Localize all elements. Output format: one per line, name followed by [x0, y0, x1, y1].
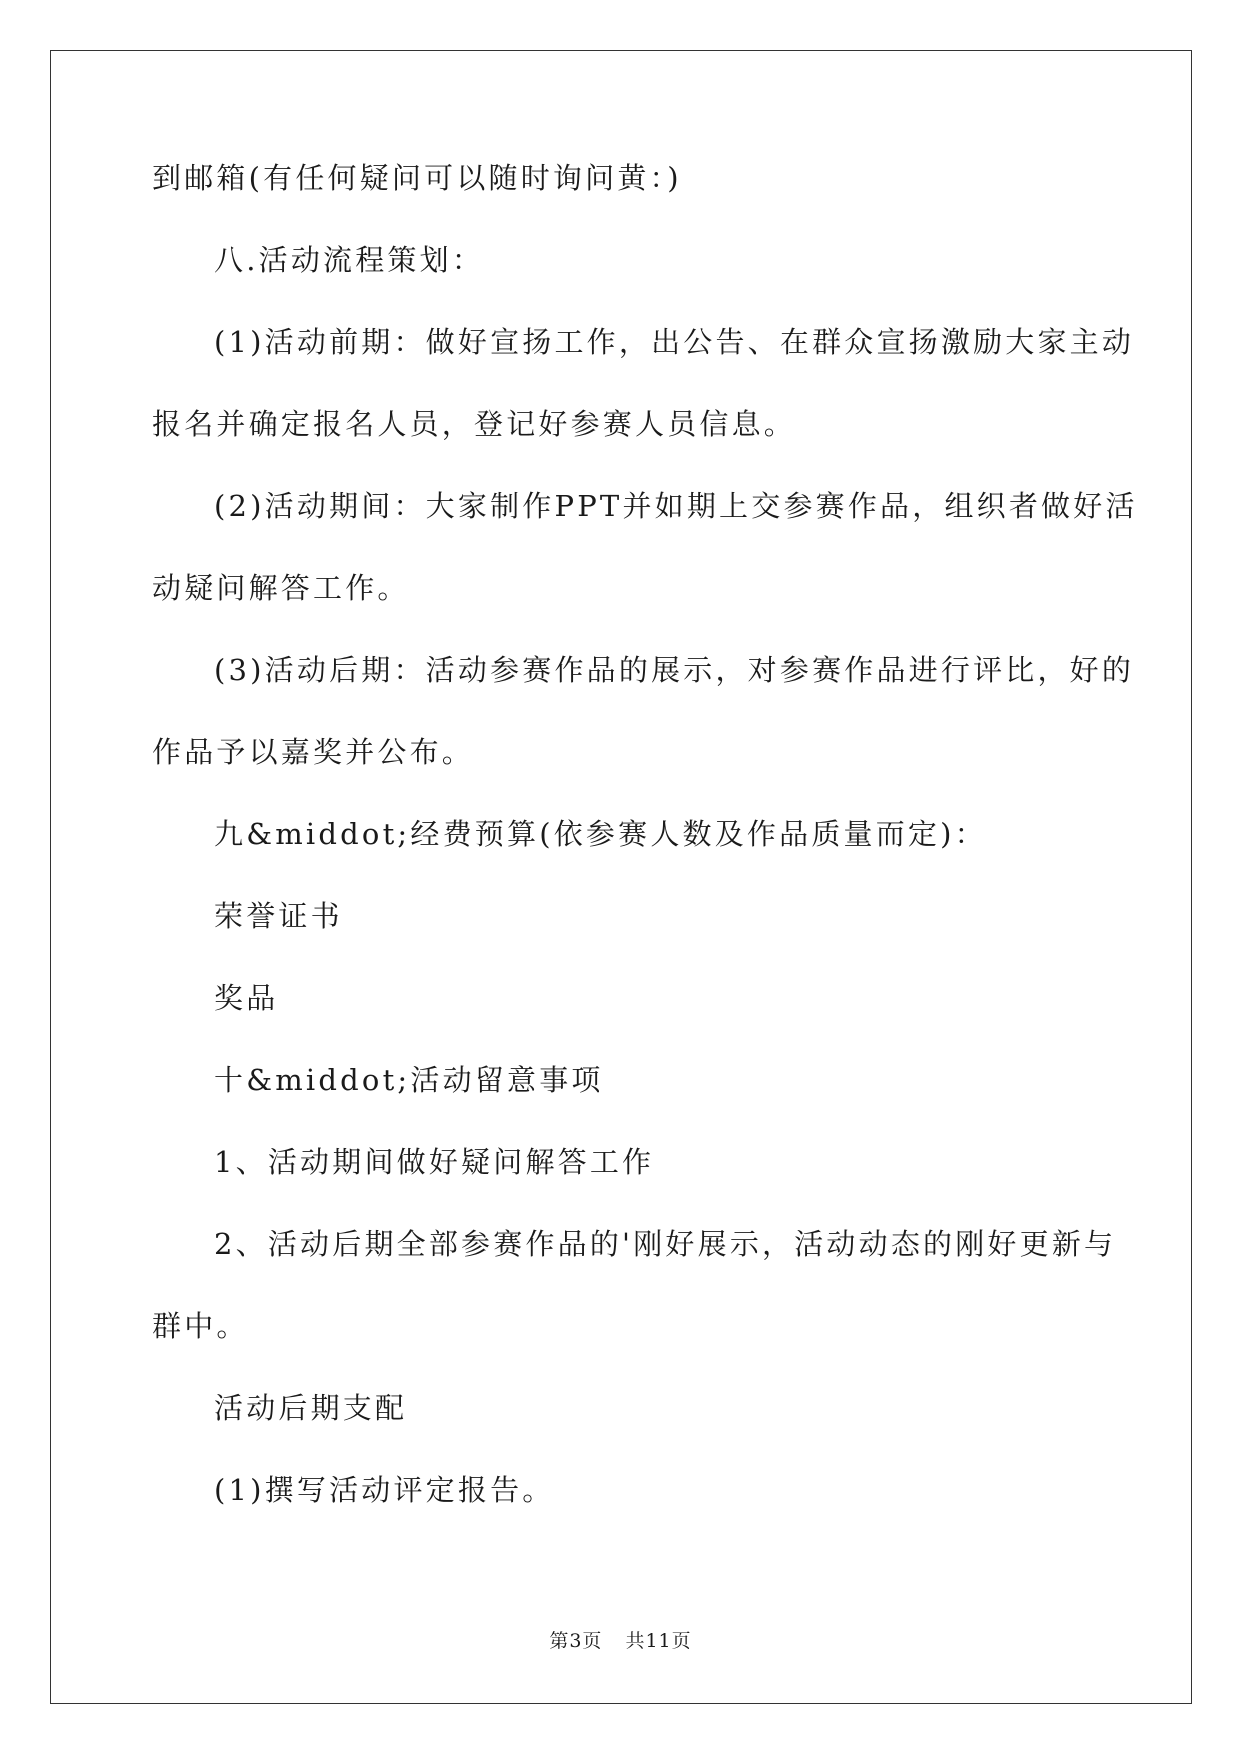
budget-item: 奖品 — [214, 981, 279, 1015]
paragraph-line: 作品予以嘉奖并公布。 — [152, 735, 475, 769]
page-footer — [0, 1626, 1241, 1653]
paragraph-line: (1)活动前期：做好宣扬工作，出公告、在群众宣扬激励大家主动 — [214, 325, 1135, 359]
list-item: (1)撰写活动评定报告。 — [214, 1473, 555, 1507]
paragraph-line: 群中。 — [152, 1309, 249, 1343]
page-number-total: 共11页 — [625, 1630, 692, 1652]
paragraph-line: (3)活动后期：活动参赛作品的展示，对参赛作品进行评比，好的 — [214, 653, 1135, 687]
paragraph-line: 动疑问解答工作。 — [152, 571, 410, 605]
section-heading: 活动后期支配 — [214, 1391, 408, 1425]
list-item: 2、活动后期全部参赛作品的'刚好展示，活动动态的刚好更新与 — [214, 1227, 1117, 1261]
section-heading: 九&middot;经费预算(依参赛人数及作品质量而定)： — [214, 817, 987, 851]
document-body — [152, 160, 1138, 1554]
list-item: 1、活动期间做好疑问解答工作 — [214, 1145, 655, 1179]
section-heading: 十&middot;活动留意事项 — [214, 1063, 604, 1097]
section-heading: 八.活动流程策划： — [214, 243, 485, 277]
paragraph-line: 报名并确定报名人员，登记好参赛人员信息。 — [152, 407, 797, 441]
budget-item: 荣誉证书 — [214, 899, 343, 933]
paragraph-line: (2)活动期间：大家制作PPT并如期上交参赛作品，组织者做好活 — [214, 489, 1138, 523]
page-number-current: 第3页 — [549, 1630, 603, 1652]
paragraph-line: 到邮箱(有任何疑问可以随时询问黄：) — [152, 161, 682, 195]
